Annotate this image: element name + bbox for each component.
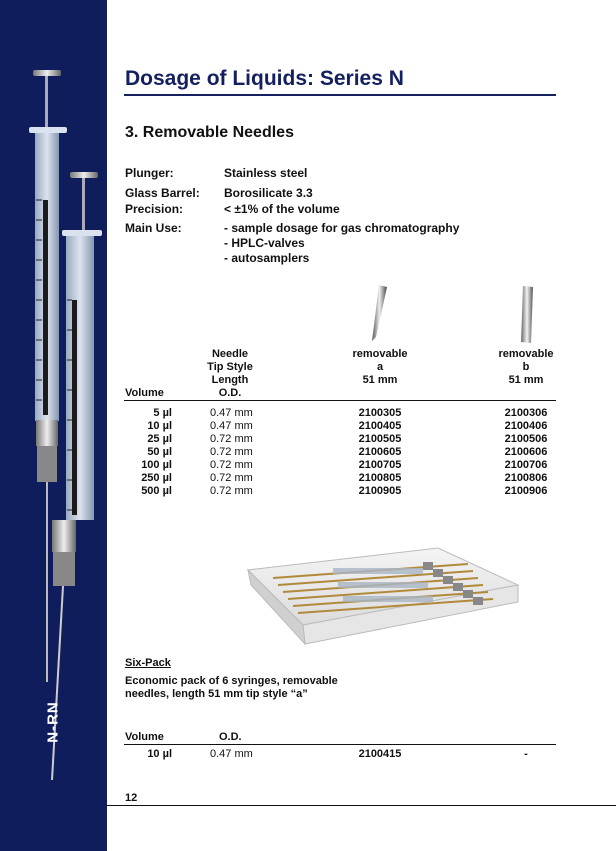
- cell-code-a: 2100405: [358, 420, 402, 432]
- cell-od: 0.72 mm: [210, 433, 253, 445]
- cell-code-a: 2100605: [358, 446, 402, 458]
- cell-od: 0.72 mm: [210, 446, 253, 458]
- cell-volume: 500 µl: [141, 485, 172, 497]
- page-number: 12: [125, 792, 138, 804]
- header-col-b-3: 51 mm: [508, 374, 544, 386]
- spec-value-main-use-1: - sample dosage for gas chromatography: [224, 221, 460, 235]
- cell-volume: 100 µl: [141, 459, 172, 471]
- spec-value-main-use-3: - autosamplers: [224, 251, 310, 265]
- cell-volume: 10 µl: [147, 420, 172, 432]
- cell-volume: 5 µl: [153, 407, 172, 419]
- cell-code-b: 2100506: [504, 433, 548, 445]
- sixpack-description: Economic pack of 6 syringes, removable needles, length 51 mm tip style “a”: [125, 675, 338, 700]
- cell-volume: 250 µl: [141, 472, 172, 484]
- header-col-b-2: b: [522, 361, 530, 373]
- title-divider: [124, 94, 556, 96]
- cell-volume: 50 µl: [147, 446, 172, 458]
- cell-code-a: 2100505: [358, 433, 402, 445]
- cell-od: 0.47 mm: [210, 420, 253, 432]
- sixpack-header-od: O.D.: [219, 731, 242, 743]
- header-col-b-1: removable: [498, 348, 554, 360]
- cell-code-a: 2100705: [358, 459, 402, 471]
- spec-label-plunger: Plunger:: [125, 166, 174, 180]
- cell-volume: 10 µl: [147, 748, 172, 760]
- section-heading: 3. Removable Needles: [125, 124, 294, 141]
- cell-od: 0.47 mm: [210, 407, 253, 419]
- spec-value-glass-barrel: Borosilicate 3.3: [224, 186, 313, 200]
- spec-label-precision: Precision:: [125, 202, 184, 216]
- needle-tip-a-image: [368, 285, 392, 343]
- spec-label-main-use: Main Use:: [125, 221, 182, 235]
- header-needle-3: Length: [211, 374, 249, 386]
- cell-code-a: 2100905: [358, 485, 402, 497]
- footer-rule: [107, 805, 616, 806]
- cell-od: 0.72 mm: [210, 485, 253, 497]
- cell-od: 0.47 mm: [210, 748, 253, 760]
- sixpack-title: Six-Pack: [125, 657, 171, 669]
- cell-volume: 25 µl: [147, 433, 172, 445]
- header-needle-1: Needle: [211, 348, 249, 360]
- needle-tip-b-image: [515, 285, 539, 345]
- cell-od: 0.72 mm: [210, 459, 253, 471]
- cell-od: 0.72 mm: [210, 472, 253, 484]
- six-pack-tray-image: [243, 540, 523, 650]
- table-header-rule: [124, 400, 556, 401]
- cell-code-a: 2100415: [358, 748, 402, 760]
- page-title: Dosage of Liquids: Series N: [125, 67, 404, 90]
- header-col-a-2: a: [376, 361, 384, 373]
- spec-value-plunger: Stainless steel: [224, 166, 308, 180]
- header-needle-4: O.D.: [218, 387, 242, 399]
- cell-code-b: 2100706: [504, 459, 548, 471]
- cell-code-b: 2100606: [504, 446, 548, 458]
- header-volume: Volume: [125, 387, 164, 399]
- spec-label-glass-barrel: Glass Barrel:: [125, 186, 200, 200]
- header-needle-2: Tip Style: [207, 361, 253, 373]
- header-col-a-3: 51 mm: [362, 374, 398, 386]
- cell-code-b: 2100906: [504, 485, 548, 497]
- header-col-a-1: removable: [352, 348, 408, 360]
- cell-code-a: 2100305: [358, 407, 402, 419]
- sixpack-header-volume: Volume: [125, 731, 164, 743]
- spec-value-main-use-2: - HPLC-valves: [224, 236, 305, 250]
- sixpack-header-rule: [124, 744, 556, 745]
- spec-value-precision: < ±1% of the volume: [224, 202, 340, 216]
- cell-code-b: 2100306: [504, 407, 548, 419]
- cell-code-b: 2100806: [504, 472, 548, 484]
- cell-code-b: 2100406: [504, 420, 548, 432]
- series-code: N-RN: [44, 701, 62, 743]
- cell-code-a: 2100805: [358, 472, 402, 484]
- cell-code-b: -: [524, 748, 528, 760]
